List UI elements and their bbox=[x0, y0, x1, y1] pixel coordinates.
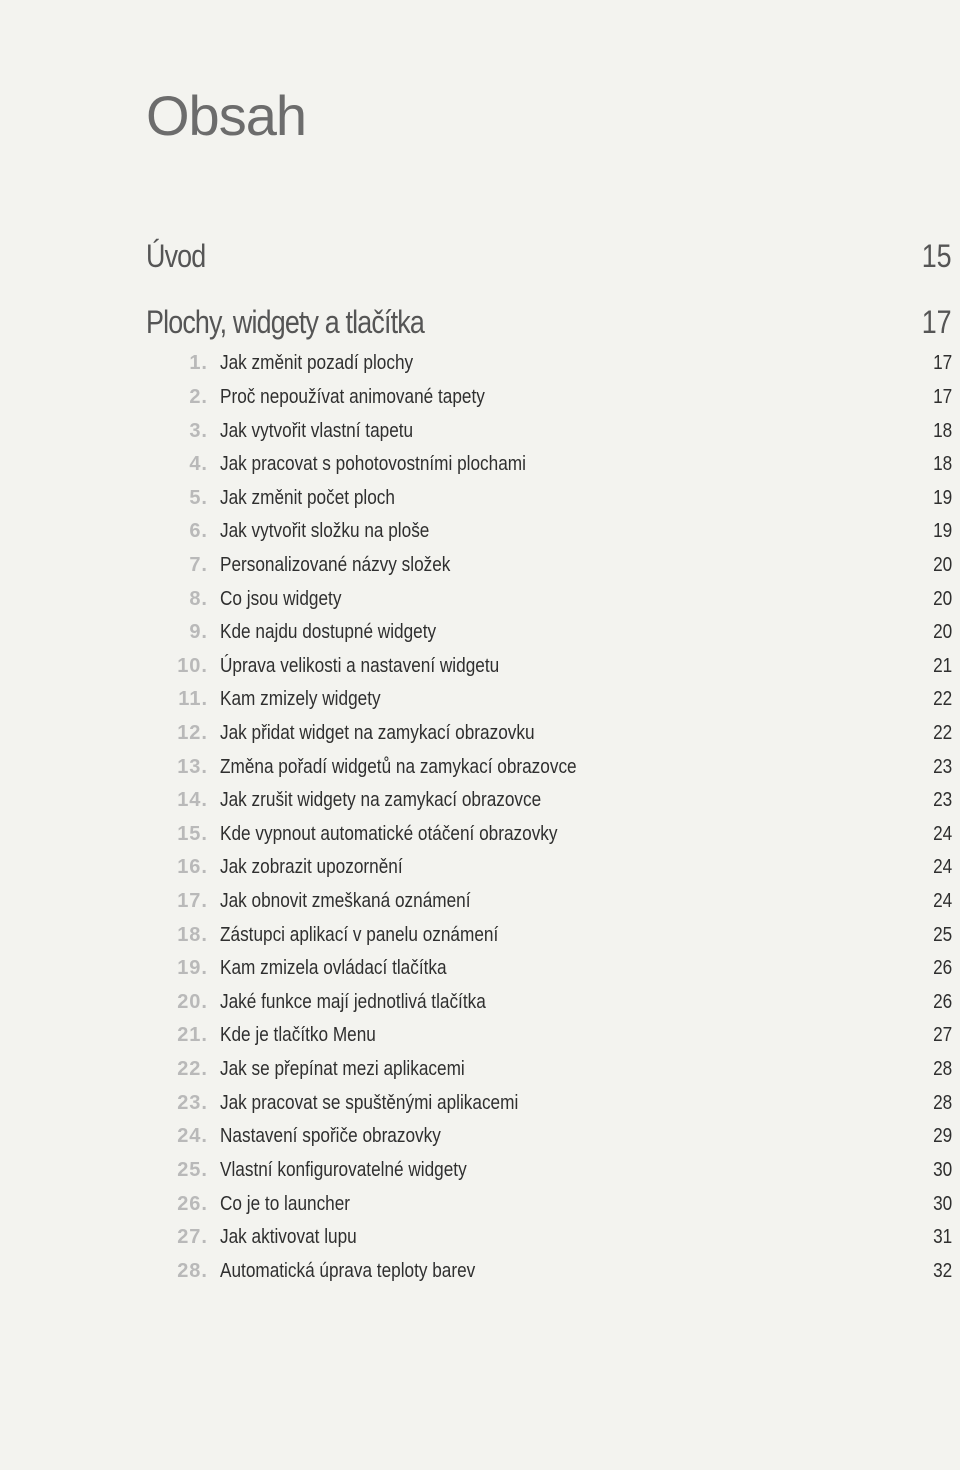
toc-entry bbox=[146, 448, 952, 482]
toc-entry bbox=[146, 1053, 952, 1087]
toc-entry-title: Jak zrušit widgety na zamykací obrazovce bbox=[220, 789, 542, 812]
toc-entry-page-number: 26 bbox=[932, 957, 952, 980]
toc-entry-title: Jak obnovit zmeškaná oznámení bbox=[220, 890, 471, 913]
toc-entry bbox=[146, 381, 952, 415]
toc-entry-number: 17. bbox=[177, 890, 208, 913]
toc-entry-title: Jak přidat widget na zamykací obrazovku bbox=[220, 722, 535, 744]
toc-entry-title: Kde je tlačítko Menu bbox=[220, 1024, 376, 1047]
toc-entry bbox=[146, 683, 952, 717]
toc-entry bbox=[146, 717, 952, 751]
toc-entry-page-number: 25 bbox=[932, 923, 952, 946]
toc-entry-number: 16. bbox=[177, 856, 208, 879]
toc-entry bbox=[146, 649, 952, 683]
toc-entry-number: 23. bbox=[177, 1091, 208, 1114]
toc-entry-page-number: 21 bbox=[932, 654, 952, 677]
toc-entry-page-number: 18 bbox=[932, 419, 952, 442]
toc-entry-number: 5. bbox=[189, 486, 208, 509]
toc-entry-title: Kde vypnout automatické otáčení obrazovky bbox=[220, 822, 558, 845]
toc-entry-page-number: 29 bbox=[932, 1125, 952, 1148]
toc-entry-title: Změna pořadí widgetů na zamykací obrazovce bbox=[220, 755, 577, 778]
toc-entry bbox=[146, 1254, 952, 1288]
toc-entry-number: 7. bbox=[189, 553, 208, 576]
toc-entry bbox=[146, 1019, 952, 1053]
toc-entry-title: Personalizované názvy složek bbox=[220, 553, 451, 576]
toc-entry-page-number: 23 bbox=[932, 755, 952, 778]
toc-entry-page-number: 17 bbox=[932, 352, 952, 375]
toc-entry-number: 21. bbox=[177, 1024, 208, 1047]
toc-entry-title: Jak pracovat s pohotovostními plochami bbox=[220, 453, 526, 476]
toc-entry-title: Jak zobrazit upozornění bbox=[220, 856, 403, 879]
chapter-page-number: 15 bbox=[922, 238, 952, 274]
toc-entry-page-number: 23 bbox=[932, 789, 952, 812]
toc-entry bbox=[146, 1086, 952, 1120]
toc-entry-number: 12. bbox=[177, 722, 208, 744]
toc-entry-list bbox=[146, 347, 952, 1288]
toc-entry-title: Jak pracovat se spuštěnými aplikacemi bbox=[220, 1091, 519, 1114]
toc-entry-page-number: 24 bbox=[932, 822, 952, 845]
toc-entry-page-number: 28 bbox=[932, 1058, 952, 1081]
toc-entry-title: Proč nepoužívat animované tapety bbox=[220, 385, 485, 408]
toc-entry-title: Jaké funkce mají jednotlivá tlačítka bbox=[220, 990, 486, 1013]
toc-entry-page-number: 32 bbox=[932, 1259, 952, 1282]
toc-entry-number: 26. bbox=[177, 1192, 208, 1215]
toc-entry bbox=[146, 582, 952, 616]
toc-entry bbox=[146, 515, 952, 549]
toc-entry bbox=[146, 750, 952, 784]
toc-entry-title: Jak vytvořit vlastní tapetu bbox=[220, 419, 414, 442]
toc-entry-title: Kam zmizely widgety bbox=[220, 688, 381, 711]
toc-entry bbox=[146, 347, 952, 381]
toc-entry bbox=[146, 818, 952, 852]
toc-entry-title: Jak vytvořit složku na ploše bbox=[220, 520, 430, 543]
toc-entry-number: 11. bbox=[178, 688, 208, 711]
toc-entry bbox=[146, 952, 952, 986]
toc-entry bbox=[146, 918, 952, 952]
toc-entry-page-number: 30 bbox=[932, 1158, 952, 1181]
toc-entry-number: 25. bbox=[177, 1158, 208, 1181]
toc-entry-page-number: 20 bbox=[932, 621, 952, 644]
toc-entry-page-number: 17 bbox=[932, 385, 952, 408]
toc-entry-page-number: 20 bbox=[932, 553, 952, 576]
toc-entry-number: 24. bbox=[177, 1125, 208, 1148]
toc-entry-number: 2. bbox=[189, 385, 208, 408]
toc-entry-title: Co je to launcher bbox=[220, 1192, 351, 1215]
toc-entry-number: 20. bbox=[177, 990, 208, 1013]
toc-entry-number: 3. bbox=[189, 419, 208, 442]
toc-entry bbox=[146, 414, 952, 448]
toc-entry-number: 8. bbox=[189, 587, 208, 610]
toc-entry-page-number: 30 bbox=[932, 1192, 952, 1215]
toc-entry-number: 10. bbox=[177, 654, 208, 677]
toc-entry-title: Co jsou widgety bbox=[220, 587, 342, 610]
toc-entry-number: 13. bbox=[177, 755, 208, 778]
toc-entry bbox=[146, 885, 952, 919]
toc-entry-number: 19. bbox=[177, 957, 208, 980]
chapter-title: Úvod bbox=[146, 238, 206, 274]
toc-entry-title: Úprava velikosti a nastavení widgetu bbox=[220, 654, 500, 677]
toc-entry-page-number: 31 bbox=[932, 1226, 952, 1249]
toc-entry-page-number: 19 bbox=[932, 486, 952, 509]
toc-entry-number: 4. bbox=[189, 453, 208, 476]
toc-entry-number: 27. bbox=[177, 1226, 208, 1249]
toc-entry bbox=[146, 851, 952, 885]
toc-entry-number: 14. bbox=[177, 789, 208, 812]
toc-entry bbox=[146, 1154, 952, 1188]
chapter-heading-desktops bbox=[146, 304, 952, 341]
toc-entry-title: Jak se přepínat mezi aplikacemi bbox=[220, 1058, 465, 1081]
toc-entry bbox=[146, 784, 952, 818]
toc-entry-page-number: 27 bbox=[932, 1024, 952, 1047]
toc-entry-page-number: 20 bbox=[932, 587, 952, 610]
toc-entry-title: Zástupci aplikací v panelu oznámení bbox=[220, 923, 499, 946]
toc-entry bbox=[146, 549, 952, 583]
toc-entry-number: 18. bbox=[177, 923, 208, 946]
toc-entry-title: Jak změnit pozadí plochy bbox=[220, 352, 414, 375]
toc-entry bbox=[146, 616, 952, 650]
toc-entry bbox=[146, 1187, 952, 1221]
toc-entry-number: 9. bbox=[189, 621, 208, 644]
toc-entry-title: Nastavení spořiče obrazovky bbox=[220, 1125, 441, 1148]
toc-entry-number: 22. bbox=[177, 1058, 208, 1081]
toc-entry-number: 1. bbox=[189, 352, 208, 375]
toc-entry-page-number: 28 bbox=[932, 1091, 952, 1114]
toc-entry-page-number: 19 bbox=[932, 520, 952, 543]
toc-entry-page-number: 24 bbox=[932, 856, 952, 879]
toc-entry bbox=[146, 1120, 952, 1154]
toc-entry bbox=[146, 481, 952, 515]
toc-entry-number: 6. bbox=[189, 520, 208, 543]
chapter-page-number: 17 bbox=[922, 304, 952, 340]
toc-entry-title: Kam zmizela ovládací tlačítka bbox=[220, 957, 447, 980]
chapter-heading-intro bbox=[146, 238, 952, 275]
toc-entry-title: Vlastní konfigurovatelné widgety bbox=[220, 1158, 467, 1181]
toc-entry-page-number: 22 bbox=[932, 688, 952, 711]
toc-entry-page-number: 24 bbox=[932, 890, 952, 913]
toc-entry-number: 15. bbox=[177, 822, 208, 845]
toc-entry-title: Kde najdu dostupné widgety bbox=[220, 621, 437, 644]
toc-entry-page-number: 22 bbox=[932, 722, 952, 744]
toc-entry-page-number: 26 bbox=[932, 990, 952, 1013]
toc-entry-title: Jak změnit počet ploch bbox=[220, 486, 395, 509]
toc-entry-page-number: 18 bbox=[932, 453, 952, 476]
toc-entry-number: 28. bbox=[177, 1259, 208, 1282]
toc-entry bbox=[146, 1221, 952, 1255]
chapter-title: Plochy, widgety a tlačítka bbox=[146, 304, 424, 340]
toc-entry-title: Automatická úprava teploty barev bbox=[220, 1259, 476, 1282]
toc-entry-title: Jak aktivovat lupu bbox=[220, 1226, 357, 1249]
page-title: Obsah bbox=[146, 84, 306, 147]
toc-entry bbox=[146, 986, 952, 1020]
